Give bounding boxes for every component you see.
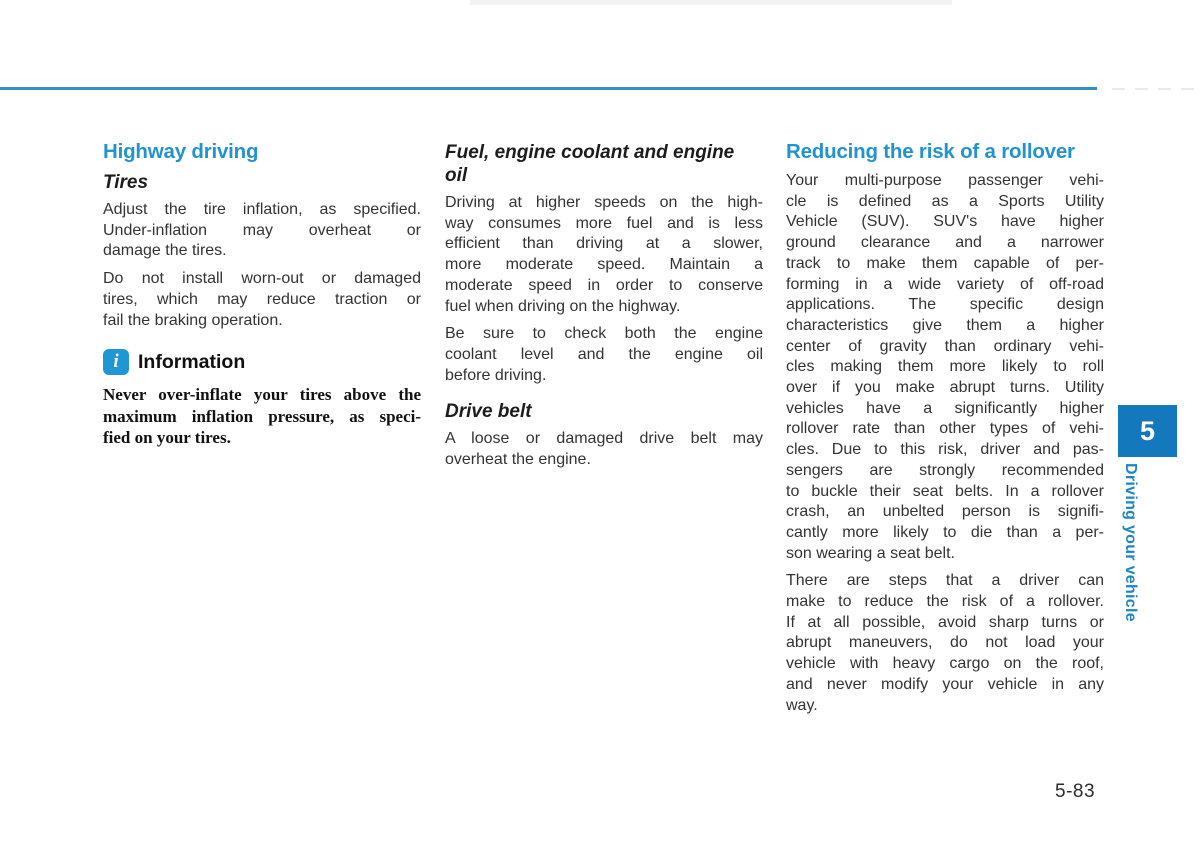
paragraph-line: center of gravity than ordinary vehi-	[786, 337, 1104, 355]
paragraph-line: rollover rate than other types of vehi-	[786, 420, 1104, 438]
paragraph	[445, 193, 763, 317]
paragraph-line: crash, an unbelted person is signifi-	[786, 503, 1104, 521]
paragraph-line: If at all possible, avoid sharp turns or	[786, 613, 1104, 631]
paragraph-line: tires, which may reduce traction or	[103, 290, 421, 308]
paragraph-line: make to reduce the risk of a rollover.	[786, 593, 1104, 611]
subsection-heading-line: oil	[445, 165, 468, 186]
subsection-heading	[445, 141, 763, 187]
top-edge-bar	[470, 0, 952, 5]
paragraph-line: moderate speed in order to conserve	[445, 276, 763, 294]
paragraph-line: forming in a wide variety of off-road	[786, 275, 1104, 293]
paragraph	[445, 324, 763, 386]
paragraph-line: abrupt maneuvers, do not load your	[786, 634, 1104, 652]
paragraph-line: overheat the engine.	[445, 451, 591, 469]
info-text	[103, 384, 421, 449]
paragraph-line: ground clearance and a narrower	[786, 234, 1104, 252]
paragraph-line: cle is defined as a Sports Utility	[786, 192, 1104, 210]
info-header	[103, 349, 421, 375]
subsection-heading	[103, 171, 421, 194]
paragraph-line: vehicles have a significantly higher	[786, 399, 1104, 417]
info-title: Information	[138, 350, 246, 373]
paragraph-line: There are steps that a driver can	[786, 572, 1104, 590]
paragraph-line: way consumes more fuel and is less	[445, 214, 763, 232]
header-rule	[0, 87, 1097, 90]
subsection-heading-line: Drive belt	[445, 401, 532, 423]
section-heading: Reducing the risk of a rollover	[786, 140, 1075, 163]
info-text-line: maximum inflation pressure, as speci-	[103, 406, 421, 426]
section-heading: Highway driving	[103, 140, 259, 163]
paragraph	[445, 429, 763, 470]
paragraph-line: before driving.	[445, 366, 547, 384]
paragraph-line: Adjust the tire inflation, as specified.	[103, 201, 421, 218]
column-3	[786, 140, 1104, 723]
paragraph-line: way.	[786, 696, 818, 714]
info-icon: i	[103, 349, 129, 375]
column-1	[103, 140, 421, 449]
paragraph-line: track to make them capable of per-	[786, 254, 1104, 272]
paragraph-line: cles making them more likely to roll	[786, 358, 1104, 376]
paragraph-line: sengers are strongly recommended	[786, 461, 1104, 479]
info-note	[103, 349, 421, 449]
chapter-label: Driving your vehicle	[1122, 463, 1139, 622]
paragraph-line: over if you make abrupt turns. Utility	[786, 379, 1104, 397]
paragraph-line: Be sure to check both the engine	[445, 325, 763, 343]
paragraph-line: Vehicle (SUV). SUV's have higher	[786, 213, 1104, 231]
paragraph-line: efficient than driving at a slower,	[445, 235, 763, 253]
paragraph-line: A loose or damaged drive belt may	[445, 430, 763, 448]
subsection-heading-line: Fuel, engine coolant and engine	[445, 142, 735, 163]
paragraph-line: Your multi-purpose passenger vehi-	[786, 172, 1104, 189]
paragraph-line: and never modify your vehicle in any	[786, 675, 1104, 693]
paragraph	[786, 571, 1104, 716]
subsection-heading-line: Tires	[103, 172, 149, 193]
paragraph-line: Under-inflation may overheat or	[103, 221, 421, 239]
column-2	[445, 140, 763, 478]
chapter-tab	[1118, 405, 1177, 457]
paragraph-line: fuel when driving on the highway.	[445, 297, 681, 315]
paragraph-line: to buckle their seat belts. In a rollover	[786, 482, 1104, 500]
paragraph-line: characteristics give them a higher	[786, 316, 1104, 334]
page-number: 5-83	[1055, 781, 1096, 802]
chapter-number: 5	[1139, 415, 1156, 446]
paragraph-line: coolant level and the engine oil	[445, 345, 763, 363]
paragraph-line: damage the tires.	[103, 242, 227, 260]
subsection-heading	[445, 400, 763, 423]
info-text-line: fied on your tires.	[103, 428, 231, 448]
paragraph-line: Driving at higher speeds on the high-	[445, 194, 763, 211]
paragraph-line: fail the braking operation.	[103, 311, 283, 329]
paragraph-line: cles. Due to this risk, driver and pas-	[786, 441, 1104, 459]
paragraph-line: vehicle with heavy cargo on the roof,	[786, 655, 1104, 673]
paragraph	[103, 200, 421, 262]
paragraph-line: Do not install worn-out or damaged	[103, 270, 421, 288]
header-rule-faint-continuation	[1112, 88, 1200, 90]
paragraph-line: son wearing a seat belt.	[786, 544, 955, 562]
paragraph-line: more moderate speed. Maintain a	[445, 256, 763, 274]
paragraph-line: applications. The specific design	[786, 296, 1104, 314]
paragraph	[103, 269, 421, 331]
paragraph	[786, 171, 1104, 564]
info-text-line: Never over-inflate your tires above the	[103, 385, 421, 405]
paragraph-line: cantly more likely to die than a per-	[786, 523, 1104, 541]
